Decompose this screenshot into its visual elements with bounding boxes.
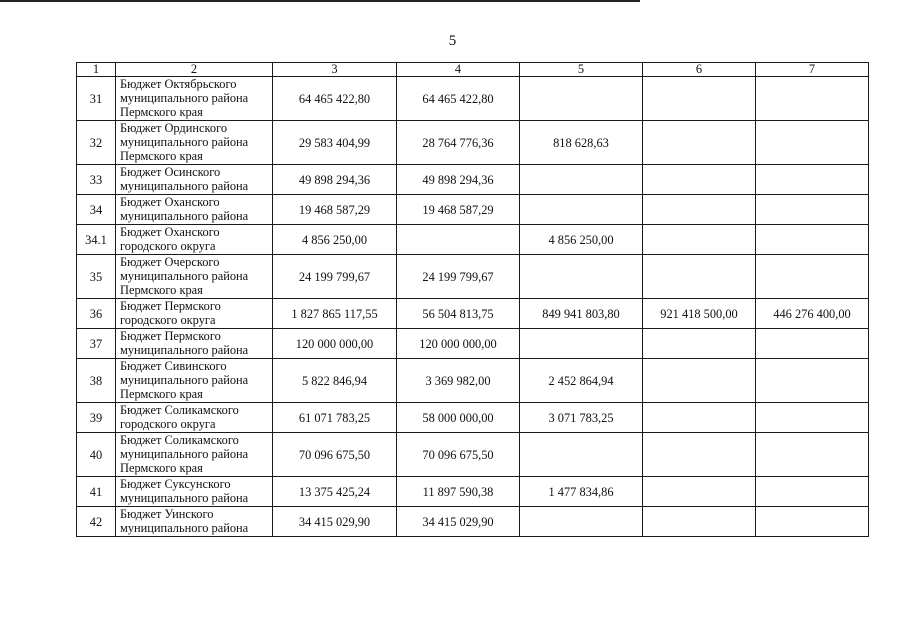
budget-name-line: Бюджет Осинского [120,165,221,179]
budget-name-line: городского округа [120,417,216,431]
budget-name-line: городского округа [120,239,216,253]
budget-name-cell [116,225,273,255]
table-row [77,477,869,507]
budget-name-line: муниципального района [120,373,249,387]
amount-cell-c4: 34 415 029,90 [397,507,520,537]
amount-cell-c6 [643,507,756,537]
amount-cell-c7 [756,225,869,255]
row-number: 34.1 [77,225,116,255]
amount-cell-c7 [756,255,869,299]
budget-name-cell [116,121,273,165]
budget-name-line: Бюджет Октябрьского [120,77,237,91]
amount-cell-c3: 1 827 865 117,55 [273,299,397,329]
amount-cell-c7 [756,433,869,477]
budget-name-line: городского округа [120,313,216,327]
amount-cell-c6 [643,165,756,195]
budget-name-line: Бюджет Соликамского [120,433,239,447]
row-number: 35 [77,255,116,299]
amount-cell-c4: 70 096 675,50 [397,433,520,477]
amount-cell-c5: 849 941 803,80 [520,299,643,329]
amount-cell-c6 [643,359,756,403]
amount-cell-c6 [643,77,756,121]
amount-cell-c3: 61 071 783,25 [273,403,397,433]
budget-name-line: Бюджет Сивинского [120,359,227,373]
amount-cell-c6 [643,225,756,255]
amount-cell-c3: 70 096 675,50 [273,433,397,477]
budget-name-line: муниципального района [120,135,249,149]
page-number: 5 [448,33,457,49]
amount-cell-c4: 11 897 590,38 [397,477,520,507]
budget-name-line: Пермского края [120,387,203,401]
row-number: 40 [77,433,116,477]
row-number: 37 [77,329,116,359]
amount-cell-c3: 24 199 799,67 [273,255,397,299]
table-row [77,195,869,225]
amount-cell-c5 [520,165,643,195]
amount-cell-c4 [397,225,520,255]
budget-name-cell [116,329,273,359]
budget-name-cell [116,165,273,195]
row-number: 33 [77,165,116,195]
amount-cell-c5 [520,433,643,477]
amount-cell-c6: 921 418 500,00 [643,299,756,329]
budget-name-line: Пермского края [120,149,203,163]
budget-name-line: муниципального района [120,209,249,223]
amount-cell-c4: 49 898 294,36 [397,165,520,195]
budget-name-line: Бюджет Оханского [120,195,220,209]
budget-name-line: Пермского края [120,283,203,297]
amount-cell-c4: 58 000 000,00 [397,403,520,433]
budget-name-line: Бюджет Пермского [120,299,221,313]
budget-name-line: Бюджет Уинского [120,507,214,521]
amount-cell-c7 [756,507,869,537]
amount-cell-c3: 13 375 425,24 [273,477,397,507]
budget-name-line: Бюджет Очерского [120,255,220,269]
amount-cell-c6 [643,195,756,225]
budget-table [76,62,869,537]
budget-name-line: Бюджет Соликамского [120,403,239,417]
table-row [77,165,869,195]
budget-name-line: муниципального района [120,91,249,105]
row-number: 32 [77,121,116,165]
amount-cell-c4: 24 199 799,67 [397,255,520,299]
amount-cell-c3: 5 822 846,94 [273,359,397,403]
amount-cell-c4: 120 000 000,00 [397,329,520,359]
amount-cell-c6 [643,121,756,165]
amount-cell-c4: 3 369 982,00 [397,359,520,403]
table-row [77,433,869,477]
column-header: 4 [397,63,520,77]
column-header: 5 [520,63,643,77]
amount-cell-c7 [756,195,869,225]
budget-name-line: Бюджет Ординского [120,121,228,135]
budget-name-cell [116,195,273,225]
budget-name-cell [116,507,273,537]
budget-name-cell [116,299,273,329]
budget-name-line: муниципального района [120,269,249,283]
budget-name-cell [116,403,273,433]
amount-cell-c3: 34 415 029,90 [273,507,397,537]
amount-cell-c4: 28 764 776,36 [397,121,520,165]
table-row [77,359,869,403]
amount-cell-c5 [520,329,643,359]
row-number: 39 [77,403,116,433]
amount-cell-c5: 4 856 250,00 [520,225,643,255]
row-number: 36 [77,299,116,329]
budget-name-cell [116,433,273,477]
amount-cell-c6 [643,403,756,433]
budget-name-cell [116,359,273,403]
amount-cell-c7: 446 276 400,00 [756,299,869,329]
budget-name-line: Пермского края [120,461,203,475]
amount-cell-c4: 19 468 587,29 [397,195,520,225]
column-header: 6 [643,63,756,77]
amount-cell-c6 [643,433,756,477]
budget-name-cell [116,255,273,299]
amount-cell-c3: 19 468 587,29 [273,195,397,225]
amount-cell-c5 [520,77,643,121]
amount-cell-c3: 49 898 294,36 [273,165,397,195]
table-row [77,299,869,329]
table-row [77,121,869,165]
budget-name-line: муниципального района [120,179,249,193]
budget-name-cell [116,77,273,121]
amount-cell-c5: 3 071 783,25 [520,403,643,433]
amount-cell-c5 [520,507,643,537]
amount-cell-c5: 1 477 834,86 [520,477,643,507]
table-row [77,255,869,299]
column-header: 1 [77,63,116,77]
budget-name-line: Пермского края [120,105,203,119]
amount-cell-c7 [756,121,869,165]
amount-cell-c6 [643,255,756,299]
table-row [77,225,869,255]
row-number: 31 [77,77,116,121]
budget-name-line: муниципального района [120,521,249,535]
table-row [77,403,869,433]
amount-cell-c7 [756,477,869,507]
amount-cell-c7 [756,329,869,359]
budget-name-cell [116,477,273,507]
amount-cell-c7 [756,77,869,121]
amount-cell-c7 [756,359,869,403]
top-border-line [0,0,640,2]
amount-cell-c5: 818 628,63 [520,121,643,165]
budget-name-line: Бюджет Оханского [120,225,220,239]
amount-cell-c4: 56 504 813,75 [397,299,520,329]
amount-cell-c3: 29 583 404,99 [273,121,397,165]
column-header: 7 [756,63,869,77]
amount-cell-c6 [643,477,756,507]
amount-cell-c5 [520,195,643,225]
amount-cell-c7 [756,165,869,195]
table-header-row [77,63,869,77]
column-header: 2 [116,63,273,77]
table-row [77,507,869,537]
table-body [77,63,869,537]
budget-name-line: муниципального района [120,447,249,461]
column-header: 3 [273,63,397,77]
amount-cell-c5: 2 452 864,94 [520,359,643,403]
amount-cell-c7 [756,403,869,433]
table-row [77,329,869,359]
amount-cell-c3: 120 000 000,00 [273,329,397,359]
amount-cell-c6 [643,329,756,359]
row-number: 42 [77,507,116,537]
amount-cell-c3: 64 465 422,80 [273,77,397,121]
row-number: 38 [77,359,116,403]
row-number: 41 [77,477,116,507]
budget-name-line: муниципального района [120,491,249,505]
budget-name-line: муниципального района [120,343,249,357]
amount-cell-c3: 4 856 250,00 [273,225,397,255]
row-number: 34 [77,195,116,225]
amount-cell-c4: 64 465 422,80 [397,77,520,121]
budget-name-line: Бюджет Пермского [120,329,221,343]
amount-cell-c5 [520,255,643,299]
table-row [77,77,869,121]
budget-name-line: Бюджет Суксунского [120,477,231,491]
